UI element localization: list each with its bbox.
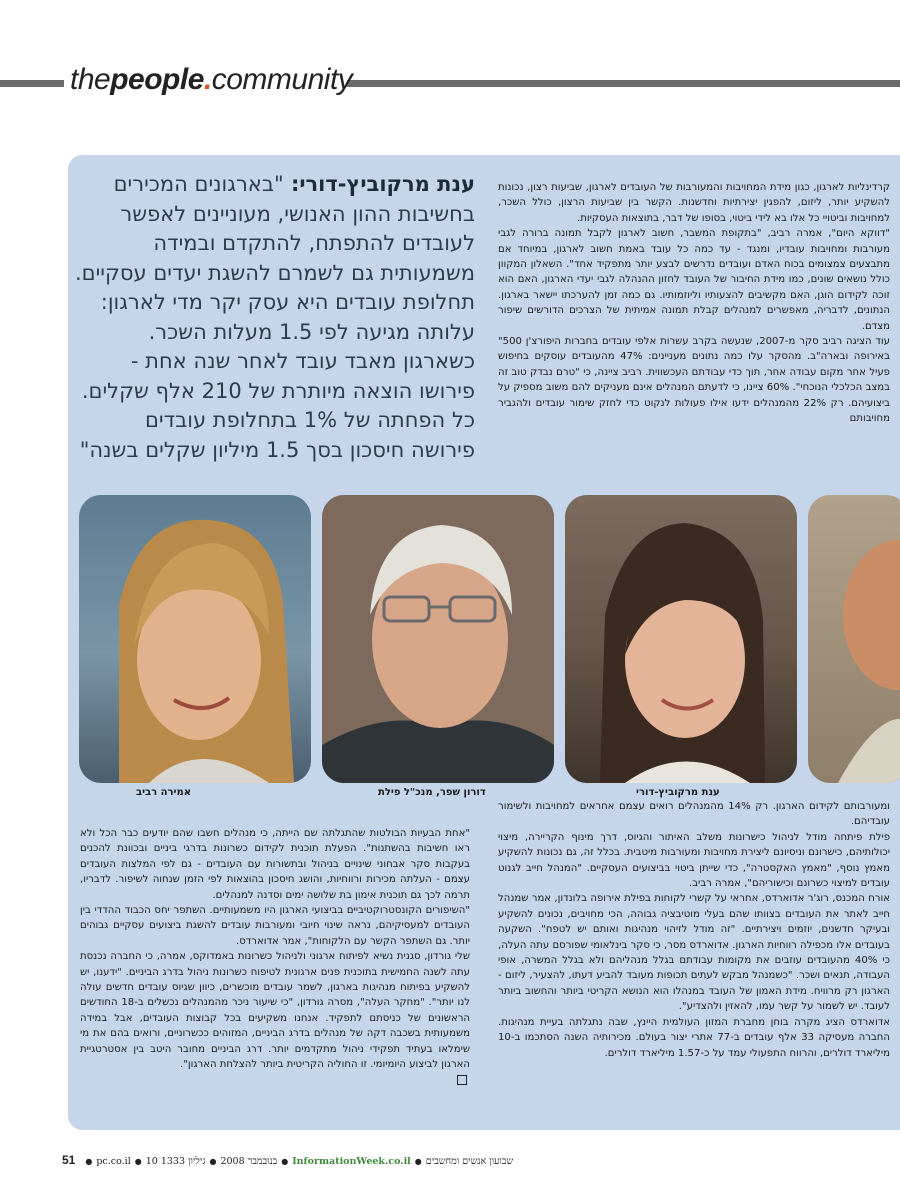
caption-amira-raviv: אמירה רביב [136,787,191,798]
footer-date: 10 בנובמבר 2008 [145,1156,278,1167]
footer-site: pc.co.il [96,1156,131,1167]
photo-anat-markovich-dori [565,495,797,783]
bullet-icon: ● [134,1157,142,1166]
footer-publisher: שבועון אנשים ומחשבים [425,1156,514,1167]
pull-quote-speaker: ענת מרקוביץ-דורי: [283,172,475,196]
footer-issue: גיליון 1333 [160,1156,206,1167]
paragraph: "אחת הבעיות הבולטות שהתגלתה שם הייתה, כי מנהלים חשבו שהם יודעים כבר הכל ולא ראו חשיבות בהשתנות". הפעלת תוכנית לקידום כשרונות בדרגי ביניים ובכוונת להכנים בעקבות סקר אבחוני שינויים בניהול ובתשורות עם העובדים - גם לפי המלצות העובדים עצמם - העלתה מכירות ורווחיות, והושג חיסכון בהוצאות לפי הזמן שנחוה לשיפור. לדבריו, תרמה לכך גם תוכנית אימון בת שלושה ימים וסדנה למנהלים. [80,828,470,901]
paragraph: "דווקא היום", אמרה רביב, "בתקופת המשבר, חשוב לארגון לקבל תמונה ברורה לגבי מעורבות ומחויבות עובדיו, ומנגד - עד כמה כל עובד באמת חשוב לארגון, במיוחד אם מתבצעים צמצומים בכוח האדם ועובדים נדרשים לבצע יותר מתפקיד אחד". השאלון המקוון כולל נושאים שונים, כמו מידת החיבור של העובד לחזון ההנהלה לגבי יעדי הארגון, האם הוא זוכה לקידום הוגן, האם מקשיבים להצעותיו וליוזמותיו. גם כמה זמן להערכתו יישאר בארגון. הנתונים, לדבריה, מאפשרים למנהלים קבלת תמונה אמיתית של הצרכים הדורשים שיפור מצדם. [498,228,890,332]
bullet-icon: ● [209,1157,217,1166]
bullet-icon: ● [85,1157,93,1166]
masthead-people: people [110,63,204,96]
caption-anat-markovich-dori: ענת מרקוביץ-דורי [636,787,720,798]
masthead-rule-left [0,80,64,87]
pull-quote [75,170,475,465]
section-masthead [70,60,352,100]
bullet-icon: ● [414,1157,422,1166]
page-number: 51 [62,1153,76,1167]
footer-brand: InformationWeek.co.il [292,1156,411,1167]
photo-doron-shefer [322,495,554,783]
photo-amira-raviv [79,495,311,783]
masthead-rule-right [347,80,900,87]
page-footer [62,1153,532,1167]
paragraph: ומעורבותם לקידום הארגון. רק 14% מהמנהלים רואים עצמם אחראים למחויבות ולשימור עובדיהם. [498,801,890,828]
paragraph: קרדינליות לארגון, כגון מידת המחויבות והמעורבות של העובדים לארגון, שביעות רצון, נכונות להשקיע יותר, ליזום, להפגין יצירתיות וחדשנות. הקשר בין שביעות הרצון, כולל השכר, למחויבות וביטויי כל אלו בא לידי ביטוי, בסופו של דבר, בתוצאות העסקיות. [498,182,890,224]
paragraph: "השיפורים הקונסטרוקטיביים בביצועי הארגון היו משמעותיים. השתפר יחס הכבוד ההדדי בין העובדים למעסיקיהם, נראה שינוי חיובי ומעורבות עובדים להשגת ביצועים עסקיים גבוהים יותר. גם השתפר הקשר עם הלקוחות", אמר אדוארדס. [80,905,470,947]
paragraph: אדוארדס הציג מקרה בוחן מחברת המזון העולמית היינץ, שבה נתגלתה בעיית מנהיגות. החברה מעסיקה 33 אלף עובדים ב-77 אתרי יצור בעולם. מכירותיה השנה הסתכמו ב-10 מיליארד דולרים, והרווח התפעולי עמד על כ-1.57 מיליארד דולרים. [498,1016,890,1059]
article-column-bottom-left [80,826,470,1120]
masthead-the: the [70,63,111,96]
article-column-bottom-right [498,799,890,1119]
masthead-dot: . [203,63,212,96]
pull-quote-text: "בארגונים המכירים בחשיבות ההון האנושי, מעוניינים לאפשר לעובדים להתפתח, להתקדם ובמידה משמעותית גם לשמרם להשגת יעדים עסקיים. תחלופת עובדים היא עסק יקר מדי לארגון: עלותה מגיעה לפי 1.5 מעלות השכר. כשארגון מאבד עובד לאחר שנה אחת - פירושו הוצאה מיותרת של 210 אלף שקלים. כל הפחתה של 1% בתחלופת עובדים פירושה חיסכון בסך 1.5 מיליון שקלים בשנה" [74,172,475,462]
paragraph: פילת פיתחה מודל לניהול כישרונות משלב האיתור והגיוס, דרך מינוף הקריירה, מיצוי יכולותיהם, כישרונם וניסיונם ליצירת מחויבות ומעורבות מיטבית. בכלל זה, גם נכונות להשקיע מאמץ נוסף, "מאמץ האקסטרה", כדי שייתן ביטוי בביצועים העסקיים. "המנהל חייב לגנוט עובדים למיצוי כשרונם וכישוריהם", אמרה רביב. [498,831,890,890]
paragraph: אורח המכנס, רוג'ר אדוארדס, אחראי על קשרי לקוחות בפילת אירופה בלונדון, אמר שמנהל חייב לאתר את העובדים בצוותו שהם בעלי מוטיבציה גבוהה, הכי מחויבים, נכונים להשקיע ובעיקר חדשנים, יוזמים ויצירתיים. "זה מודל לזיהוי מנהיגות ואותם יש לטפח". השקעה בעובדים אלו מכפילה רווחיות הארגון. אדוארדס מסר, כי סקר בינלאומי שפורסם עתה העלה, כי 40% מהעובדים עוזבים את מקומות עבודתם בגלל מנהליהם ולא בגלל המשרה, אופי העבודה, תנאים ושכר. "כשמנהל מבקש לעתים תכופות מעובד להביע דעתו, להצעיר, ליזום - הארגון רק מרוויח. מידת האמון של העובד במנהלו הוא הנושא הקריטי ביותר והחשוב ביותר לעובד. יש לשמור על קשר עמו, להאזין ולהצדיע". [498,893,890,1013]
paragraph: שלי גורדון, סגנית נשיא לפיתוח ארגוני ולניהול כשרונות באמדוקס, אמרה, כי החברה נכנסת עתה לשנה החמישית בתוכנית פנים ארגונית לטיפוח כשרונות ניהול בדרג הביניים. "ידענו, יש להשקיע בפיתוח מנהיגות בארגון, לשמר עובדים מוכשרים, כיוון שגיוס עובדים חדשים עולה לנו יותר". "מחקר העלה", מסרה גורדון, "כי שיעור ניכר מהמנהלים נכשלים ב-18 החודשים הראשונים של כניסתם לתפקיד. אנחנו משקיעים בכל קבוצות העובדים, אבל במידה משמעותית בשכבה דקה של מנהלים בדרג הביניים, המזוהים ככשרוניים, ורואים בהם את מי שימלאו בעתיד תפקידי ניהול מתקדמים יותר. דרג הביניים מחובר היטב בין אסטרטגיית הארגון לביצוע היומיומי. זו החוליה הקריטית ביותר להצלחת הארגון". [80,951,470,1071]
article-column-top [498,180,890,476]
caption-doron-shefer: דורון שפר, מנכ"ל פילת [378,787,486,798]
photo-partial-person [808,495,900,783]
bullet-icon: ● [281,1157,289,1166]
end-of-article-icon [457,1075,467,1085]
paragraph: עוד הציגה רביב סקר מ-2007, שנעשה בקרב עשרות אלפי עובדים בחברות היפורצ'ן 500" באירופה ובארה"ב. מהסקר עלו כמה נתונים מעניינים: 47% מהעובדים עוסקים בחיפוש פעיל אחר מקום עבודה אחר, תוך כדי עבודתם העכשווית. רביב ציינה, כי "טרם נבדק טוב זה במצב הכלכלי הנוכחי". 60% ציינו, כי לדעתם המנהלים אינם מעניקים להם משוב מספיק על ביצועיהם. רק 22% מהמנהלים ידעו אילו פעולות לנקוט כדי לחזק שימור עובדים ולהגביר מחויבותם [498,336,890,425]
masthead-community: community [211,63,353,96]
